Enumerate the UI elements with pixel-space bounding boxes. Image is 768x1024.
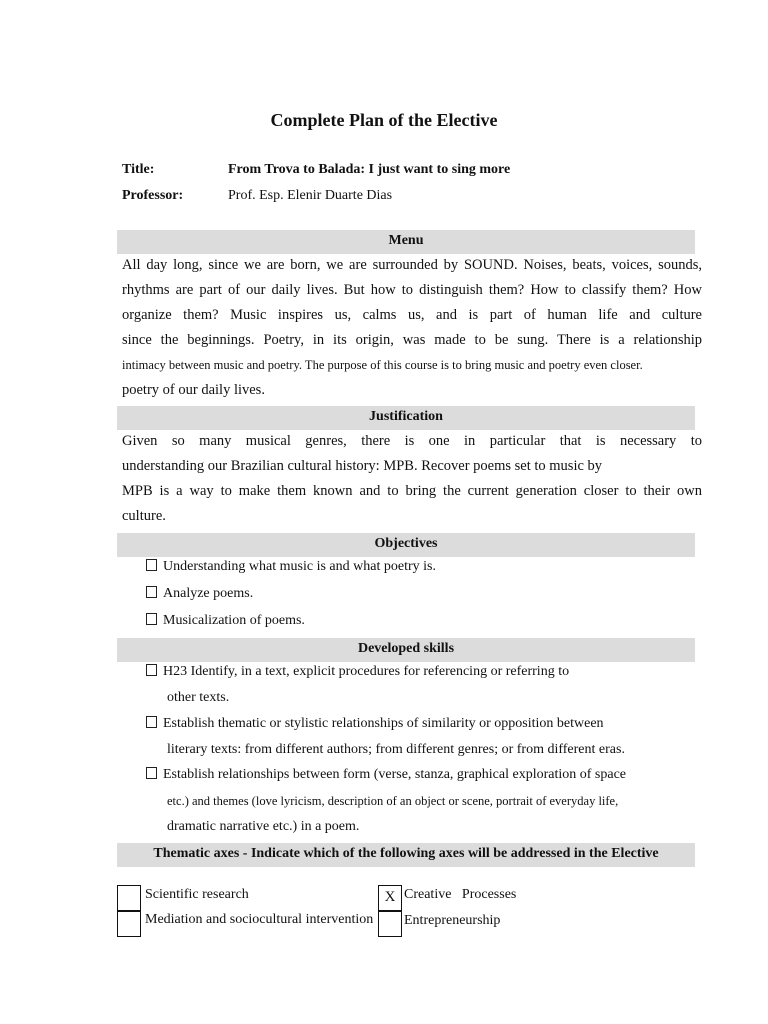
justification-heading: Justification xyxy=(117,406,695,430)
scientific-research-label: Scientific research xyxy=(145,887,249,902)
scientific-research-checkbox[interactable] xyxy=(117,885,141,911)
skill-text: H23 Identify, in a text, explicit procedures for referencing or referring to xyxy=(163,664,570,679)
bullet-square-icon xyxy=(146,767,157,779)
objective-item xyxy=(146,581,253,607)
skill-text-continued: dramatic narrative etc.) in a poem. xyxy=(167,819,360,834)
entrepreneurship-checkbox[interactable] xyxy=(378,911,402,937)
mediation-checkbox[interactable] xyxy=(117,911,141,937)
text-line: intimacy between music and poetry. The purpose of this course is to bring music and poetry even closer. xyxy=(122,358,643,372)
text-line: Given so many musical genres, there is one in particular that is necessary to xyxy=(122,433,702,449)
text-line: rhythms are part of our daily lives. But how to distinguish them? How to classify them? How xyxy=(122,282,702,298)
axes-heading: Thematic axes - Indicate which of the following axes will be addressed in the Elective xyxy=(117,843,695,867)
text-line: understanding our Brazilian cultural history: MPB. Recover poems set to music by xyxy=(122,458,603,474)
justification-text xyxy=(122,429,702,529)
professor-label: Professor: xyxy=(122,188,184,203)
bullet-square-icon xyxy=(146,716,157,728)
skill-text-continued: literary texts: from different authors; from different genres; or from different eras. xyxy=(167,742,625,757)
menu-heading: Menu xyxy=(117,230,695,254)
menu-text xyxy=(122,253,702,403)
text-line: All day long, since we are born, we are surrounded by SOUND. Noises, beats, voices, sounds, xyxy=(122,257,702,273)
objective-item xyxy=(146,554,436,580)
skill-text-continued: other texts. xyxy=(167,690,230,705)
document-title: Complete Plan of the Elective xyxy=(270,110,498,130)
skill-item xyxy=(146,659,569,711)
skill-text: Establish relationships between form (verse, stanza, graphical exploration of space xyxy=(163,767,627,782)
bullet-square-icon xyxy=(146,664,157,676)
skill-text: Establish thematic or stylistic relationships of similarity or opposition between xyxy=(163,716,604,731)
skill-item xyxy=(146,762,626,840)
text-line: poetry of our daily lives. xyxy=(122,382,265,398)
bullet-square-icon xyxy=(146,613,157,625)
objective-text: Understanding what music is and what poetry is. xyxy=(163,559,436,574)
title-label: Title: xyxy=(122,162,155,177)
title-value: From Trova to Balada: I just want to sing more xyxy=(228,162,511,177)
professor-value: Prof. Esp. Elenir Duarte Dias xyxy=(228,188,393,203)
mediation-label: Mediation and sociocultural intervention xyxy=(145,912,374,927)
text-line: organize them? Music inspires us, calms us, and is part of human life and culture xyxy=(122,307,702,323)
skills-heading: Developed skills xyxy=(117,638,695,662)
text-line: MPB is a way to make them known and to bring the current generation closer to their own xyxy=(122,483,702,499)
creative-processes-checkbox[interactable]: X xyxy=(378,885,402,911)
text-line: culture. xyxy=(122,508,166,524)
bullet-square-icon xyxy=(146,586,157,598)
creative-processes-label: Creative Processes xyxy=(404,887,517,902)
objective-text: Analyze poems. xyxy=(163,586,254,601)
bullet-square-icon xyxy=(146,559,157,571)
objectives-heading: Objectives xyxy=(117,533,695,557)
skill-text-continued: etc.) and themes (love lyricism, description of an object or scene, portrait of everyday life, xyxy=(167,794,619,808)
skill-item xyxy=(146,711,625,763)
objective-item xyxy=(146,608,305,634)
entrepreneurship-label: Entrepreneurship xyxy=(404,913,501,928)
text-line: since the beginnings. Poetry, in its origin, was made to be sung. There is a relationship xyxy=(122,332,702,348)
objective-text: Musicalization of poems. xyxy=(163,613,305,628)
